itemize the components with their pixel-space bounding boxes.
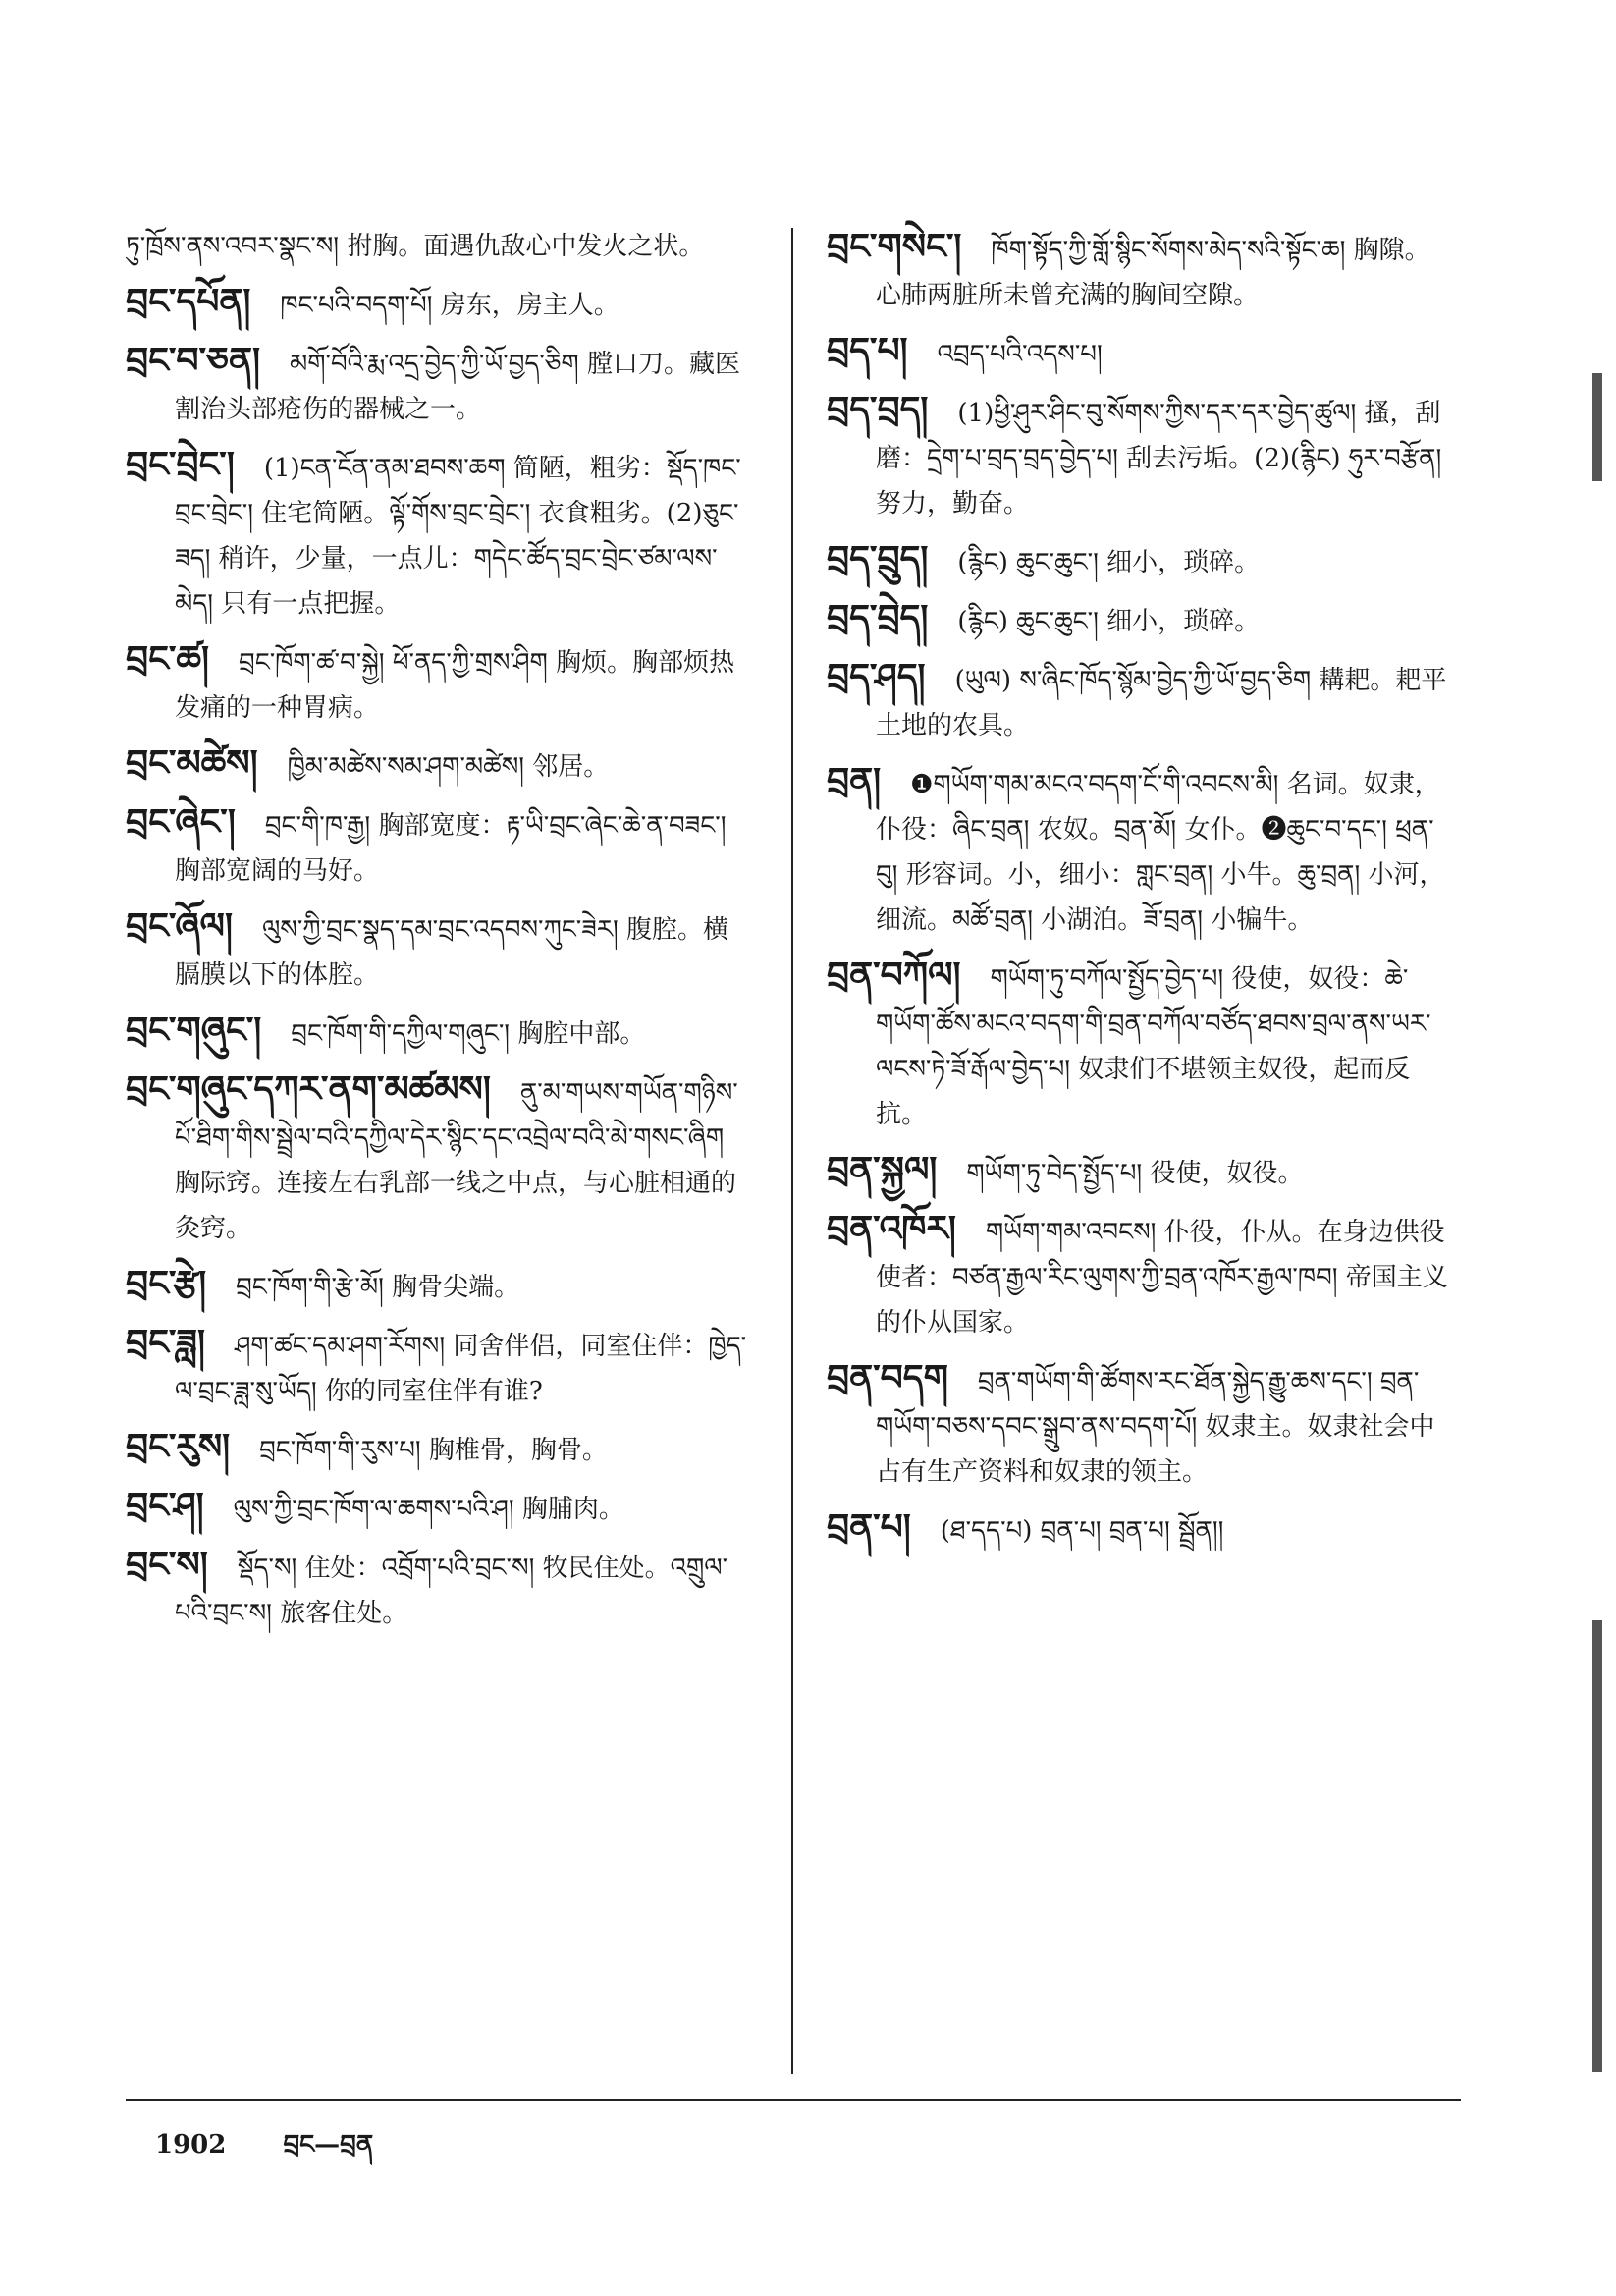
dictionary-entry bbox=[126, 442, 754, 627]
definition-text: གཡོག་གམ་འབངས། 仆役，仆从。在身边供役使者：བཙན་རྒྱལ་རིང་ལུགས་ཀྱི་བྲན་འཁོར་རྒྱལ་ཁབ། 帝国主义的仆从国家。 bbox=[876, 1218, 1448, 1338]
dictionary-entry bbox=[827, 328, 1455, 377]
headword: བྲན་བདག bbox=[827, 1357, 948, 1398]
definition-text: མགོ་བོའི་རྨ་འདྲ་བྱེད་ཀྱི་ཡོ་བྱད་ཅིག 膛口刀。藏医割治头部疮伤的器械之一。 bbox=[175, 350, 740, 424]
headword: བྲང་ཚ། bbox=[126, 638, 210, 680]
definition-text: (རྙིང) ཆུང་ཆུང་། 细小，琐碎。 bbox=[957, 548, 1261, 577]
headword: བྲང་ཞོལ། bbox=[126, 905, 233, 947]
dictionary-entry bbox=[827, 1355, 1455, 1495]
dictionary-entry bbox=[126, 1483, 754, 1532]
scan-edge-mark bbox=[1592, 373, 1602, 481]
definition-text: གཡོག་ཏུ་བཀོལ་སྤྱོད་བྱེད་པ། 役使，奴役：ཆེ་གཡོག་ཚོས་མངའ་བདག་གི་བྲན་བཀོལ་བཙོད་ཐབས་བྲལ་ནས་ཡར་ལངས་ཏེ་ཟོ་རྒོལ་བྱེད་པ། 奴隶们不堪领主奴役，起而反抗。 bbox=[876, 964, 1431, 1129]
dictionary-entry bbox=[827, 953, 1455, 1137]
definition-text: བྲང་ཁོག་གི་རུས་པ། 胸椎骨，胸骨。 bbox=[259, 1436, 608, 1465]
dictionary-entry bbox=[126, 1320, 754, 1414]
definition-text: ཤག་ཚང་དམ་ཤག་རོགས། 同舍伴侣，同室住伴：ཁྱེད་ལ་བྲང་ཟླ་སུ་ཡོད། 你的同室住伴有谁? bbox=[175, 1332, 747, 1406]
headword: བྲང་གསེང་། bbox=[827, 226, 962, 267]
definition-text: ❶གཡོག་གམ་མངའ་བདག་ངོ་གི་འབངས་མི། 名词。奴隶，仆役：ཞིང་བྲན། 农奴。བྲན་མོ། 女仆。❷ཆུང་བ་དང་། ཕྲན་བུ། 形容词。小，细小：གླང་བྲན། 小牛。ཆུ་བྲན། 小河，细流。མཚོ་བྲན། 小湖泊。ཟོ་བྲན། 小犏牛。 bbox=[876, 770, 1445, 935]
headword: བྲན། bbox=[827, 760, 882, 801]
page-range: བྲང—བྲན bbox=[283, 2130, 374, 2159]
headword: བྲང་བ་ཅན། bbox=[126, 340, 260, 381]
dictionary-entry bbox=[126, 1008, 754, 1057]
definition-text: འབྲད་པའི་འདས་པ། bbox=[937, 340, 1103, 369]
headword: བྲད་བྲེད། bbox=[827, 597, 929, 638]
definition-text: ཁོག་སྟོད་ཀྱི་གློ་སྙིང་སོགས་མེད་སའི་སྟོང་ཆ། 胸隙。心肺两脏所未曾充满的胸间空隙。 bbox=[876, 236, 1430, 310]
definition-text: (རྙིང) ཆུང་ཆུང་། 细小，琐碎。 bbox=[957, 607, 1261, 636]
definition-text: (ཐ་དད་པ) བྲན་པ། བྲན་པ། སྦྲོན།། bbox=[940, 1516, 1224, 1546]
headword: བྲང་ས། bbox=[126, 1544, 208, 1585]
dictionary-entry bbox=[126, 636, 754, 731]
headword: བྲན་བཀོལ། bbox=[827, 955, 961, 996]
headword: བྲང་རྩེ། bbox=[126, 1263, 207, 1304]
headword: བྲང་མཚེས། bbox=[126, 742, 258, 784]
headword: བྲང་རུས། bbox=[126, 1426, 231, 1467]
dictionary-entry bbox=[827, 1147, 1455, 1196]
dictionary-entry bbox=[827, 758, 1455, 943]
dictionary-entry bbox=[126, 799, 754, 894]
headword: བྲན་འཁོར། bbox=[827, 1208, 956, 1249]
headword: བྲང་གཞུང་དཀར་ནག་མཚམས། bbox=[126, 1068, 491, 1110]
footer-rule bbox=[126, 2099, 1461, 2101]
dictionary-entry bbox=[126, 1424, 754, 1473]
headword: བྲད་བྲད། bbox=[827, 389, 929, 430]
headword: བྲད་ཤད། bbox=[827, 656, 926, 697]
dictionary-entry bbox=[827, 387, 1455, 526]
dictionary-entry bbox=[126, 1542, 754, 1636]
dictionary-entry bbox=[126, 1066, 754, 1251]
headword: བྲད་པ། bbox=[827, 330, 908, 371]
definition-text: བྲང་ཁོག་གི་དཀྱིལ་གཞུང་། 胸腔中部。 bbox=[291, 1019, 646, 1049]
dictionary-entry bbox=[827, 224, 1455, 318]
dictionary-entry bbox=[126, 740, 754, 790]
headword: བྲང་ཤ། bbox=[126, 1485, 204, 1526]
definition-text: བྲང་གི་ཁ་རྒྱ། 胸部宽度：རྟ་ཡི་བྲང་ཞེང་ཆེ་ན་བཟང་། 胸部宽阔的马好。 bbox=[175, 811, 727, 886]
definition-text: (1)ཕྱི་ཤུར་ཤིང་བུ་སོགས་ཀྱིས་དར་དར་བྱེད་ཚུལ། 搔，刮磨：དྲེག་པ་བྲད་བྲད་བྱེད་པ། 刮去污垢。(2)(རྙིང) ཧུར་བརྩོན། 努力，勤奋。 bbox=[876, 399, 1442, 519]
definition-text: (ཡུལ) ས་ཞིང་ཁོད་སྙོམ་བྱེད་ཀྱི་ཡོ་བྱད་ཅིག 耩耙。耙平土地的农具。 bbox=[876, 666, 1447, 740]
definition-text: བྲན་གཡོག་གི་ཚོགས་རང་ཐོན་སྐྱེད་རྒྱུ་ཆས་དང་། བྲན་གཡོག་བཅས་དབང་སྒྲུབ་ནས་བདག་པོ། 奴隶主。奴隶社会中占有生产资料和奴隶的领主。 bbox=[876, 1367, 1435, 1487]
headword: བྲང་དཔོན། bbox=[126, 281, 251, 322]
headword: བྲང་བྲེང་། bbox=[126, 444, 235, 485]
column-divider bbox=[791, 228, 793, 2074]
dictionary-entry bbox=[827, 654, 1455, 748]
scan-edge-mark bbox=[1592, 1620, 1602, 2072]
dictionary-entry bbox=[126, 279, 754, 328]
definition-text: ལུས་ཀྱི་བྲང་ཁོག་ལ་ཆགས་པའི་ཤ། 胸脯肉。 bbox=[233, 1495, 624, 1524]
definition-text: སྡོད་ས། 住处：འབྲོག་པའི་བྲང་ས། 牧民住处。འགྲུལ་པའི་བྲང་ས། 旅客住处。 bbox=[175, 1554, 728, 1628]
definition-text: ལུས་ཀྱི་བྲང་སྣད་དམ་བྲང་འདབས་ཀུང་ཟེར། 腹腔。横膈膜以下的体腔。 bbox=[175, 915, 729, 990]
dictionary-entry bbox=[827, 536, 1455, 585]
definition-text: བྲང་ཁོག་ཚ་བ་སྐྱེ། ཕོ་ནད་ཀྱི་གྲས་ཤིག 胸烦。胸部烦热发痛的一种胃病。 bbox=[175, 648, 735, 723]
definition-text: ཁྱིམ་མཚེས་སམ་ཤག་མཚེས། 邻居。 bbox=[287, 752, 610, 782]
dictionary-entry bbox=[126, 338, 754, 432]
definition-text: (1)ངན་ངོན་ནམ་ཐབས་ཆག 简陋，粗劣：སྡོད་ཁང་བྲང་བྲེང་། 住宅简陋。ལྟོ་གོས་བྲང་བྲེང་། 衣食粗劣。(2)ཅུང་ཟད། 稍许，少量，一点儿：གདེང་ཚོད་བྲང་བྲེང་ཙམ་ལས་མེད། 只有一点把握。 bbox=[175, 454, 741, 619]
dictionary-entry bbox=[126, 1261, 754, 1310]
page-number: 1902 bbox=[155, 2130, 227, 2159]
headword: བྲང་ཞེང་། bbox=[126, 801, 236, 843]
dictionary-entry bbox=[126, 224, 754, 269]
left-column bbox=[126, 224, 754, 1646]
definition-text: བྲང་ཁོག་གི་རྩེ་མོ། 胸骨尖端。 bbox=[236, 1273, 520, 1302]
definition-text: གཡོག་ཏུ་བེད་སྤྱོད་པ། 役使，奴役。 bbox=[966, 1159, 1304, 1188]
definition-text: ནུ་མ་གཡས་གཡོན་གཉིས་པོ་ཐིག་གིས་སྦྲེལ་བའི་དཀྱིལ་དེར་སྙིང་དང་འབྲེལ་བའི་མེ་གསང་ཞིག 胸际窍。连接左右乳部一线之中点，与心脏相通的灸窍。 bbox=[175, 1078, 738, 1243]
dictionary-entry bbox=[827, 595, 1455, 644]
headword: བྲན་སྐྱལ། bbox=[827, 1149, 938, 1190]
headword: བྲད་བྲུད། bbox=[827, 538, 929, 579]
right-column bbox=[827, 224, 1455, 1563]
dictionary-entry bbox=[126, 903, 754, 998]
definition-text: ཁང་པའི་བདག་པོ། 房东，房主人。 bbox=[280, 291, 619, 320]
headword: བྲང་གཞུང་། bbox=[126, 1010, 262, 1051]
headword: བྲན་པ། bbox=[827, 1506, 911, 1548]
headword: བྲང་ཟླ། bbox=[126, 1322, 205, 1363]
dictionary-entry bbox=[827, 1206, 1455, 1345]
page-footer bbox=[155, 2116, 373, 2188]
definition-text: ཏུ་ཁྲོས་ནས་འབར་སྣང་ས། 拊胸。面遇仇敌心中发火之状。 bbox=[126, 232, 705, 261]
dictionary-entry bbox=[827, 1504, 1455, 1554]
